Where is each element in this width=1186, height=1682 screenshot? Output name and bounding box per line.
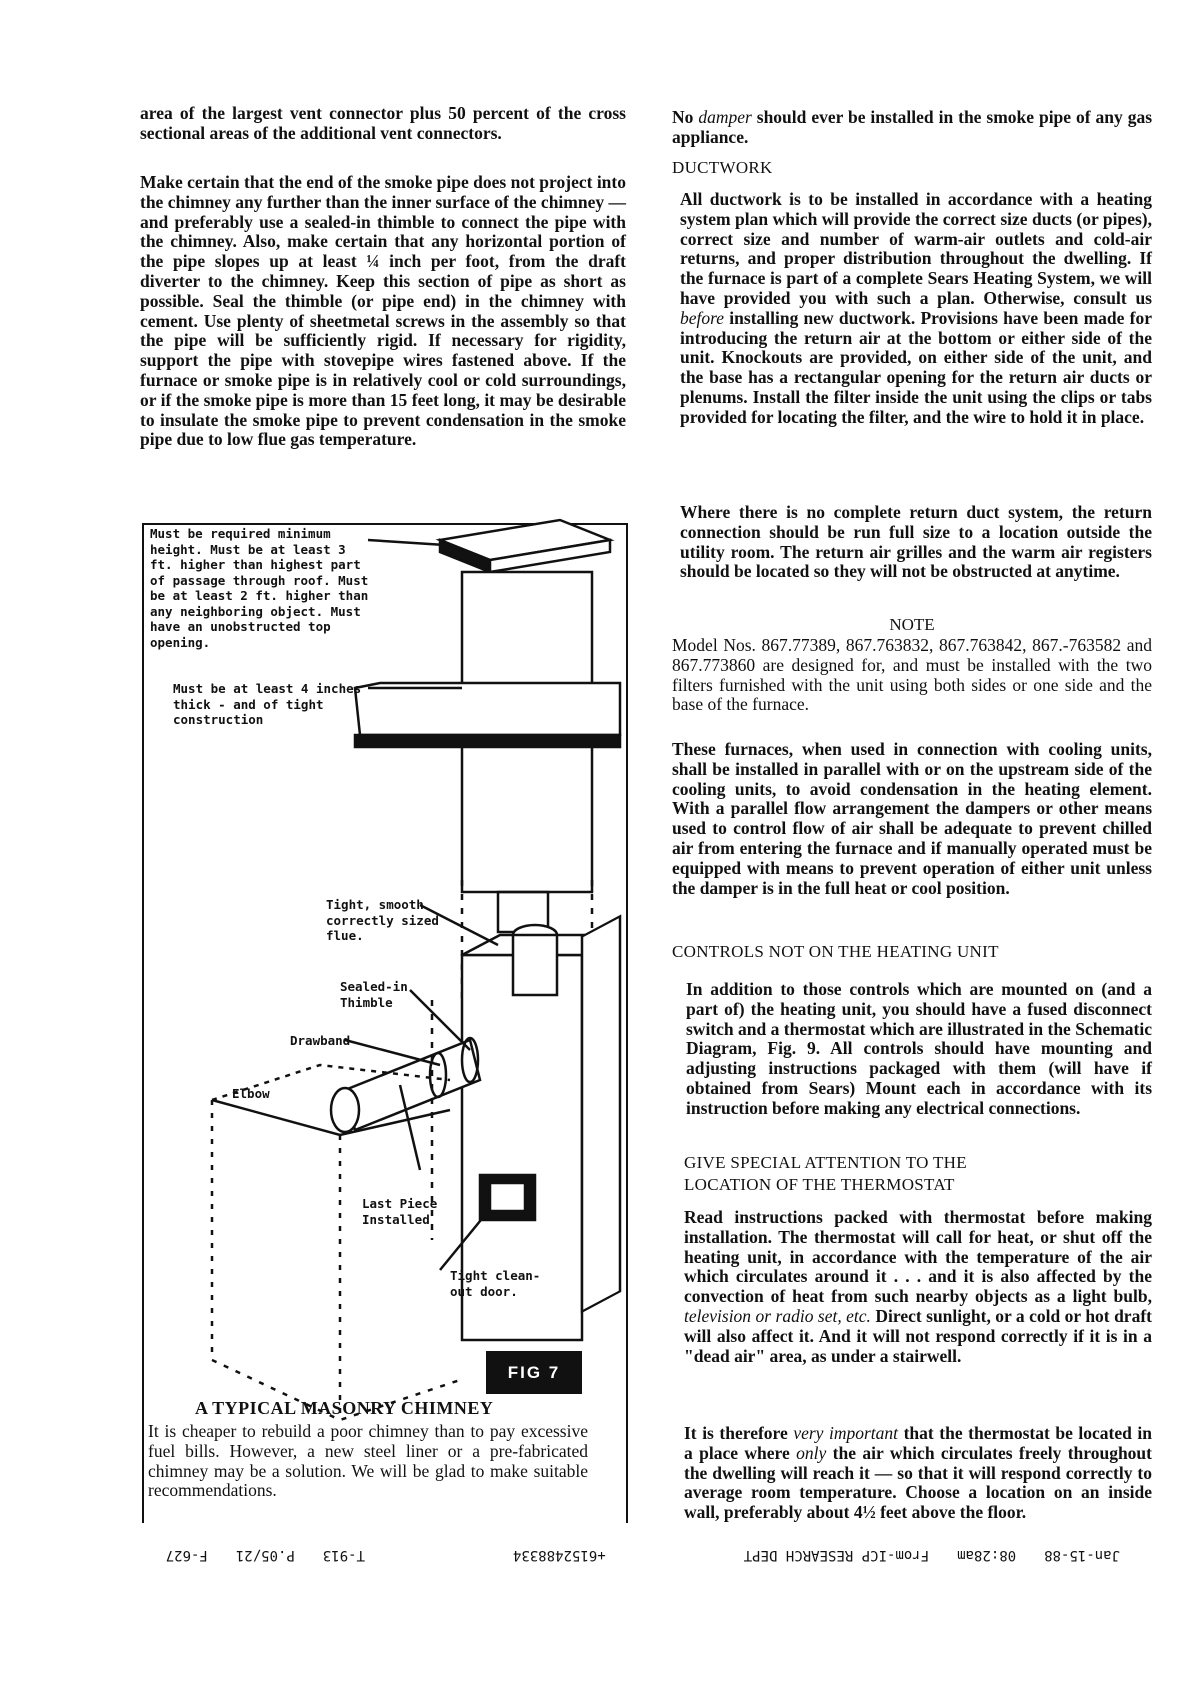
text: Direct sunlight, or a cold or hot draft will also affect it. And it will not respond correctly if it is in a "dead air" area, as under a stairwell. <box>684 1305 1152 1366</box>
return-duct-paragraph: Where there is no complete return duct system, the return connection should be run full size to a location outside the utility room. The return air grilles and the warm air registers should be located so they will not be obstructed at anytime. <box>680 502 1152 582</box>
ductwork-heading: DUCTWORK <box>672 158 773 177</box>
controls-heading: CONTROLS NOT ON THE HEATING UNIT <box>672 942 999 961</box>
text: should ever be installed in the smoke pipe of any gas appliance. <box>672 107 1153 147</box>
figure-caption-body: It is cheaper to rebuild a poor chimney than to pay excessive fuel bills. However, a new steel liner or a pre-fabricated chimney may be a solution. We will be glad to make suitable recommendations. <box>148 1421 588 1501</box>
vent-connector-paragraph: area of the largest vent connector plus 50 percent of the cross sectional areas of the additional vent connectors. <box>140 103 626 143</box>
note-body: Model Nos. 867.77389, 867.763832, 867.763842, 867.-763582 and 867.773860 are designed for, and must be installed with the two filters furnished with the unit using both sides or one side and the base of the furnace. <box>672 635 1152 715</box>
emphasis: damper <box>698 107 752 127</box>
text: All ductwork is to be installed in accordance with a heating system plan which will provide the correct size ducts (or pipes), correct size and number of warm-air outlets and cold-air returns, and proper distribution throughout the dwelling. If the furnace is part of a complete Sears Heating System, we will have provided you with such a plan. Otherwise, consult us <box>680 189 1152 308</box>
text: installing new ductwork. Provisions have been made for introducing the return air at the bottom or either side of the unit. Knockouts are provided, on either side of the unit, and the base has a rectangular opening for the return air ducts or plenums. Install the filter inside the unit using the clips or tabs provided for locating the filter, and the wire to hold it in place. <box>680 307 1152 427</box>
cooling-units-paragraph: These furnaces, when used in connection with cooling units, shall be installed in parallel with or on the upstream side of the cooling units, to avoid condensation in the heating element. With a parallel flow arrangement the dampers or other means used to control flow of air shall be adequate to prevent chilled air from entering the furnace and if manually operated must be equipped with means to prevent operation of either unit unless the damper is in the full heat or cool position. <box>672 739 1152 898</box>
cleanout-door-label: Tight clean-out door. <box>450 1268 541 1299</box>
text: Read instructions packed with thermostat before making installation. The thermostat will call for heat, or shut off the heating unit, in accordance with the temperature of the air which circulates around it . . . and it is also affected by the convection of heat from such nearby objects as a light bulb, <box>684 1207 1152 1307</box>
thermostat-heading-line2: LOCATION OF THE THERMOSTAT <box>684 1175 955 1194</box>
emphasis: before <box>680 307 725 328</box>
thermostat-paragraph-1 <box>684 1208 1152 1366</box>
thermostat-paragraph-2 <box>684 1424 1152 1523</box>
emphasis: only <box>796 1442 827 1463</box>
emphasis: very important <box>793 1423 899 1443</box>
text: the air which circulates freely throughout the dwelling will reach it — so that it will respond correctly to average room temperature. Choose a location on an inside wall, preferably about 4½ feet above the floor. <box>684 1442 1152 1523</box>
flue-label: Tight, smooth correctly sized flue. <box>326 897 439 943</box>
last-piece-label: Last Piece Installed <box>362 1196 438 1227</box>
fax-phone: +6152488334 <box>512 1547 606 1563</box>
chimney-height-label: Must be required minimum height. Must be at least 3 ft. higher than highest part of passage through roof. Must be at least 2 ft. higher than any neighboring object. Must have an unobstructed top opening. <box>150 526 369 650</box>
fax-page: P.05/21 <box>235 1547 295 1563</box>
text: No <box>672 107 699 127</box>
fax-sender: From-ICP RESEARCH DEPT <box>743 1547 930 1563</box>
damper-warning <box>672 108 1152 148</box>
fax-t-code: T-913 <box>322 1547 365 1563</box>
fax-f-code: F-627 <box>165 1547 208 1563</box>
thimble-label: Sealed-in Thimble <box>340 979 408 1010</box>
figure-number-badge: FIG 7 <box>486 1351 582 1394</box>
text: It is therefore <box>684 1423 794 1443</box>
text: that the thermostat be located in a place where <box>684 1423 1152 1463</box>
figure-caption-title: A TYPICAL MASONRY CHIMNEY <box>195 1398 494 1418</box>
chimney-walls-label: Must be at least 4 inches thick - and of tight construction <box>173 681 362 727</box>
elbow-label: Elbow <box>232 1086 270 1101</box>
note-heading: NOTE <box>889 615 935 634</box>
smoke-pipe-paragraph: Make certain that the end of the smoke pipe does not project into the chimney any further than the inner surface of the chimney — and preferably use a sealed-in thimble to connect the pipe with the chimney. Also, make certain that any horizontal portion of the pipe slopes up at least ¼ inch per foot, from the draft diverter to the chimney. Keep this section of pipe as short as possible. Seal the thimble (or pipe end) in the chimney with cement. Use plenty of sheetmetal screws in the assembly so that the pipe will be sufficiently rigid. If necessary for rigidity, support the pipe with stovepipe wires fastened above. If the furnace or smoke pipe is in relatively cool or cold surroundings, or if the smoke pipe is more than 15 feet long, it may be desirable to insulate the smoke pipe to prevent condensation in the smoke pipe due to low flue gas temperature. <box>140 172 626 450</box>
ductwork-paragraph <box>680 190 1152 428</box>
controls-paragraph: In addition to those controls which are mounted on (and a part of) the heating unit, you should have a fused disconnect switch and a thermostat which are illustrated in the Schematic Diagram, Fig. 9. All controls should have mounting and adjusting instructions packaged with them (will have if obtained from Sears) Mount each in accordance with its instruction before making any electrical connections. <box>686 979 1152 1118</box>
fax-time: 08:28am <box>957 1547 1017 1563</box>
fax-transmission-header <box>120 1540 1120 1570</box>
thermostat-heading-line1: GIVE SPECIAL ATTENTION TO THE <box>684 1153 967 1172</box>
drawband-label: Drawband <box>290 1033 351 1048</box>
fax-date: Jan-15-88 <box>1044 1547 1120 1563</box>
emphasis: television or radio set, etc. <box>684 1305 871 1326</box>
